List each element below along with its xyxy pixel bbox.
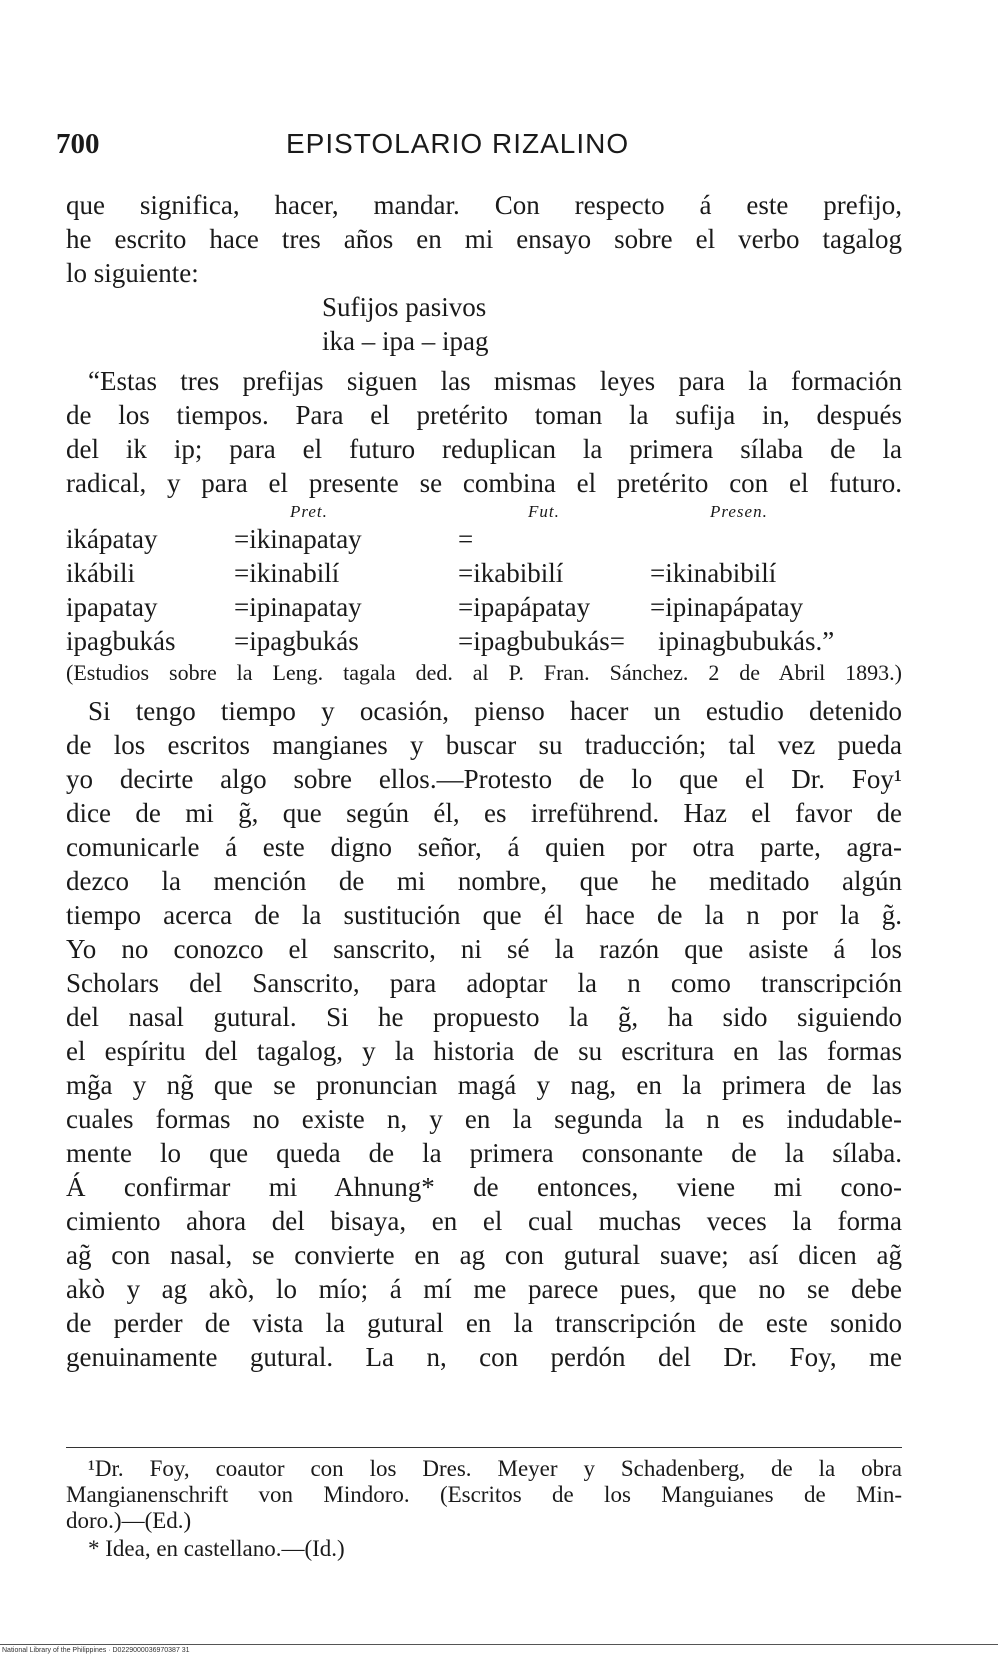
table-cell: =ipapápatay (458, 592, 591, 622)
quote-line: de los tiempos. Para el pretérito toman la sufija in, después (66, 400, 902, 430)
footnote-line: doro.)—(Ed.) (66, 1508, 192, 1533)
table-cell: ipinagbubukás.” (658, 626, 835, 656)
body-line: yo decirte algo sobre ellos.—Protesto de lo que el Dr. Foy¹ (66, 764, 902, 794)
quote-line: “Estas tres prefijas siguen las mismas leyes para la formación (88, 366, 902, 396)
table-cell: ikábili (66, 558, 135, 588)
body-line: mg̃a y ng̃ que se pronuncian magá y nag, en la primera de las (66, 1070, 902, 1100)
body-line: ag̃ con nasal, se convierte en ag con gutural suave; así dicen ag̃ (66, 1240, 902, 1270)
intro-line: lo siguiente: (66, 258, 199, 288)
footnote-line: Mangianenschrift von Mindoro. (Escritos de los Manguianes de Min- (66, 1482, 902, 1507)
suffix-list: ika – ipa – ipag (322, 326, 489, 356)
intro-line: que significa, hacer, mandar. Con respecto á este prefijo, (66, 190, 902, 220)
quote-line: radical, y para el presente se combina el pretérito con el futuro. (66, 468, 902, 498)
body-line: el espíritu del tagalog, y la historia de su escritura en las formas (66, 1036, 902, 1066)
body-line: cimiento ahora del bisaya, en el cual muchas veces la forma (66, 1206, 902, 1236)
table-cell: =ipinapápatay (650, 592, 804, 622)
running-title: EPISTOLARIO RIZALINO (286, 128, 630, 159)
intro-line: he escrito hace tres años en mi ensayo sobre el verbo tagalog (66, 224, 902, 254)
table-cell: =ipagbubukás= (458, 626, 625, 656)
scan-credit: National Library of the Philippines · D0229000036970387 31 (2, 1647, 190, 1654)
table-cell: =ikabibilí (458, 558, 564, 588)
body-line: de perder de vista la gutural en la transcripción de este sonido (66, 1308, 902, 1338)
body-line: del nasal gutural. Si he propuesto la g̃, ha sido siguiendo (66, 1002, 902, 1032)
table-cell: ipagbukás (66, 626, 176, 656)
page-header (0, 128, 998, 168)
body-line: Scholars del Sanscrito, para adoptar la n como transcripción (66, 968, 902, 998)
body-line: akò y ag akò, lo mío; á mí me parece pues, que no se debe (66, 1274, 902, 1304)
table-cell: =ikinabibilí (650, 558, 777, 588)
body-line: de los escritos mangianes y buscar su traducción; tal vez pueda (66, 730, 902, 760)
quote-line: del ik ip; para el futuro reduplican la primera sílaba de la (66, 434, 902, 464)
body-line: cuales formas no existe n, y en la segunda la n es indudable- (66, 1104, 902, 1134)
body-line: tiempo acerca de la sustitución que él hace de la n por la g̃. (66, 900, 902, 930)
footnote-line: ¹Dr. Foy, coautor con los Dres. Meyer y Schadenberg, de la obra (88, 1456, 902, 1481)
body-line: dice de mi g̃, que según él, es irreführend. Haz el favor de (66, 798, 902, 828)
footnote-rule (66, 1447, 902, 1448)
scan-divider (0, 1644, 998, 1645)
table-cell: =ipagbukás (234, 626, 359, 656)
table-cell: ipapatay (66, 592, 158, 622)
body-line: Si tengo tiempo y ocasión, pienso hacer un estudio detenido (88, 696, 902, 726)
table-header-fut: Fut. (528, 502, 560, 521)
body-line: Á confirmar mi Ahnung* de entonces, viene mi cono- (66, 1172, 902, 1202)
table-header-pret: Pret. (290, 502, 328, 521)
body-line: genuinamente gutural. La n, con perdón del Dr. Foy, me (66, 1342, 902, 1372)
table-cell: = (458, 524, 474, 554)
table-cell: ikápatay (66, 524, 158, 554)
citation: (Estudios sobre la Leng. tagala ded. al P. Fran. Sánchez. 2 de Abril 1893.) (66, 660, 902, 685)
body-line: Yo no conozco el sanscrito, ni sé la razón que asiste á los (66, 934, 902, 964)
body-line: dezco la mención de mi nombre, que he meditado algún (66, 866, 902, 896)
table-header-presen: Presen. (710, 502, 768, 521)
footnote-line: * Idea, en castellano.—(Id.) (88, 1536, 345, 1561)
table-cell: =ikinabilí (234, 558, 340, 588)
body-line: mente lo que queda de la primera consonante de la sílaba. (66, 1138, 902, 1168)
page-number: 700 (56, 128, 100, 160)
table-cell: =ikinapatay (234, 524, 362, 554)
body-line: comunicarle á este digno señor, á quien por otra parte, agra- (66, 832, 902, 862)
table-cell: =ipinapatay (234, 592, 362, 622)
suffix-title: Sufijos pasivos (322, 292, 487, 322)
